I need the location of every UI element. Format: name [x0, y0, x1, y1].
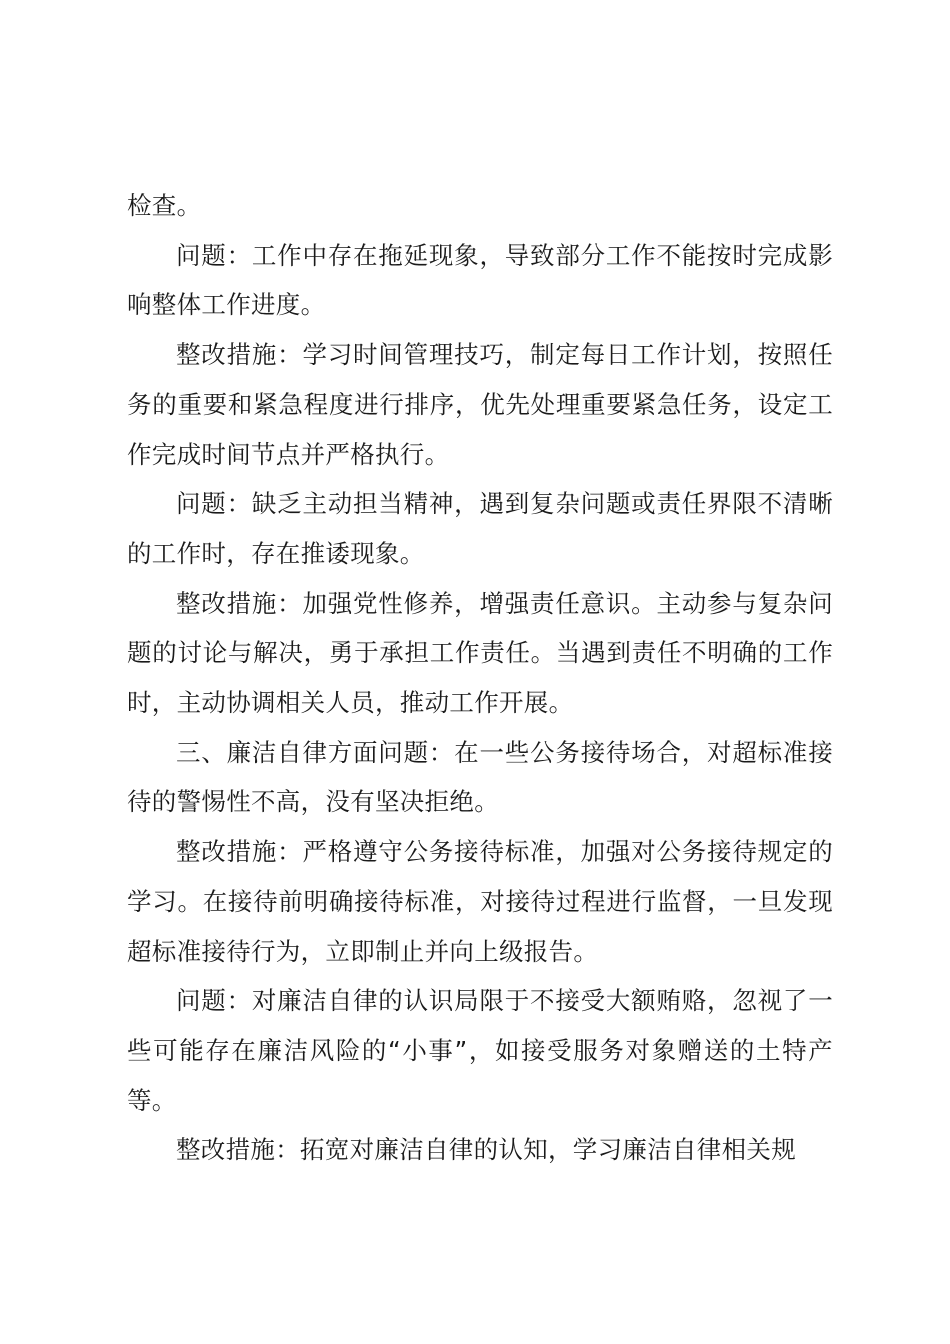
paragraph-measure-responsibility: 整改措施：加强党性修养，增强责任意识。主动参与复杂问题的讨论与解决，勇于承担工作责任。当遇到责任不明确的工作时，主动协调相关人员，推动工作开展。: [127, 588, 833, 718]
paragraph-continuation: 检查。: [127, 191, 202, 220]
paragraph-problem-responsibility: 问题：缺乏主动担当精神，遇到复杂问题或责任界限不清晰的工作时，存在推诿现象。: [127, 489, 833, 568]
paragraph-measure-reception: 整改措施：严格遵守公务接待标准，加强对公务接待规定的学习。在接待前明确接待标准，对接待过程进行监督，一旦发现超标准接待行为，立即制止并向上级报告。: [127, 837, 833, 966]
paragraph-problem-delay: 问题：工作中存在拖延现象，导致部分工作不能按时完成影响整体工作进度。: [127, 240, 833, 320]
document-body: [127, 181, 833, 1175]
paragraph-section-integrity: 三、廉洁自律方面问题：在一些公务接待场合，对超标准接待的警惕性不高，没有坚决拒绝。: [127, 737, 833, 817]
paragraph-measure-time-management: 整改措施：学习时间管理技巧，制定每日工作计划，按照任务的重要和紧急程度进行排序，优先处理重要紧急任务，设定工作完成时间节点并严格执行。: [127, 340, 833, 469]
paragraph-measure-integrity: 整改措施：拓宽对廉洁自律的认知，学习廉洁自律相关规: [176, 1135, 796, 1165]
paragraph-problem-small-matters: 问题：对廉洁自律的认识局限于不接受大额贿赂，忽视了一些可能存在廉洁风险的“小事”，如接受服务对象赠送的土特产等。: [127, 986, 833, 1115]
